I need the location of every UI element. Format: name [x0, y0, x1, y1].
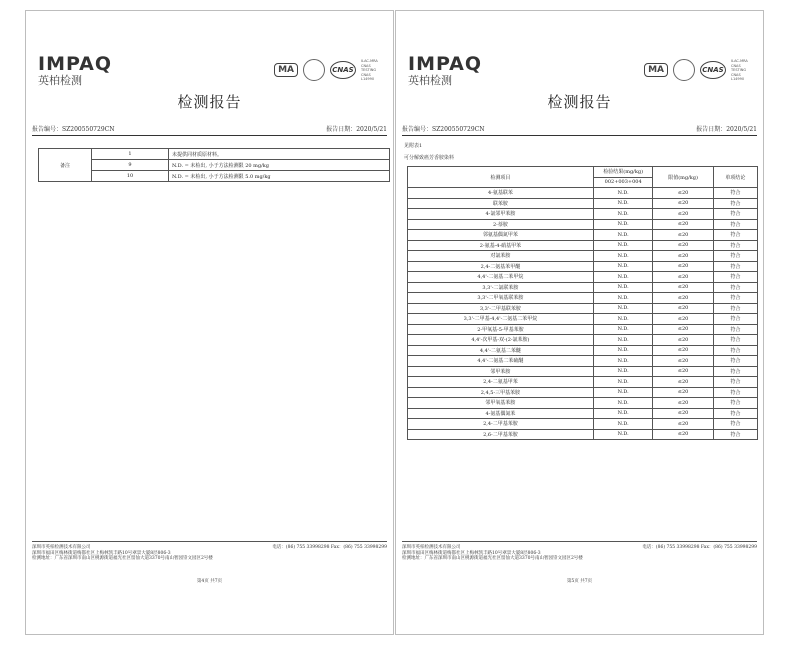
cell-item: 3,3'-二甲氧基联苯胺	[408, 293, 594, 304]
table-row	[408, 293, 758, 304]
cma-icon: MA	[274, 63, 298, 77]
results-body	[408, 188, 758, 440]
accreditation-text: ILAC-MRA CNAS TESTING CNAS L14990	[361, 59, 378, 81]
cell-limit: ≤20	[653, 314, 713, 325]
cell-result: N.D.	[593, 251, 653, 262]
cell-limit: ≤20	[653, 261, 713, 272]
certification-marks	[274, 59, 383, 82]
header-result: 检验结果(mg/kg)	[593, 167, 653, 178]
cell-result: N.D.	[593, 282, 653, 293]
footer-company: 深圳市英柏检测技术有限公司	[402, 545, 461, 550]
cell-conclusion: 符合	[713, 272, 757, 283]
cell-limit: ≤20	[653, 345, 713, 356]
table-row	[408, 251, 758, 262]
cell-item: 4-氨基联苯	[408, 188, 594, 199]
report-title: 检测报告	[547, 93, 612, 111]
table-row	[408, 345, 758, 356]
cell-result: N.D.	[593, 387, 653, 398]
cell-conclusion: 符合	[713, 240, 757, 251]
impaq-logo	[408, 55, 482, 87]
report-meta	[32, 124, 387, 136]
cell-result: N.D.	[593, 408, 653, 419]
table-row	[408, 429, 758, 440]
table-row	[408, 377, 758, 388]
cell-item: 对氯苯胺	[408, 251, 594, 262]
table-row	[408, 419, 758, 430]
cell-item: 2,4-二氨基甲苯	[408, 377, 594, 388]
table-row	[39, 149, 390, 160]
cell-item: 2,6-二甲基苯胺	[408, 429, 594, 440]
cell-result: N.D.	[593, 429, 653, 440]
table-row	[408, 387, 758, 398]
cell-conclusion: 符合	[713, 429, 757, 440]
cell-limit: ≤20	[653, 387, 713, 398]
cell-limit: ≤20	[653, 188, 713, 199]
logo-text-cn: 英柏检测	[38, 74, 82, 87]
cell-conclusion: 符合	[713, 198, 757, 209]
cell-conclusion: 符合	[713, 398, 757, 409]
certification-marks	[644, 59, 753, 82]
cell-result: N.D.	[593, 219, 653, 230]
table-row	[408, 240, 758, 251]
footer-contact: 电话：(86) 755 33998298 Fax：(86) 755 33998299	[272, 545, 387, 550]
table-row	[408, 314, 758, 325]
cnas-icon: CNAS	[330, 61, 356, 79]
table-row	[408, 303, 758, 314]
table-row	[408, 261, 758, 272]
cell-limit: ≤20	[653, 251, 713, 262]
header-item: 检测项目	[408, 167, 594, 188]
results-table	[407, 166, 758, 440]
cell-limit: ≤20	[653, 419, 713, 430]
ilac-mra-icon	[673, 59, 695, 81]
logo-text-en: IMPAQ	[408, 53, 483, 75]
table-row	[408, 198, 758, 209]
cell-conclusion: 符合	[713, 345, 757, 356]
cell-limit: ≤20	[653, 335, 713, 346]
cell-result: N.D.	[593, 303, 653, 314]
cell-limit: ≤20	[653, 219, 713, 230]
table-row	[408, 219, 758, 230]
remark-text: N.D. = 未检出, 小于方法检测限 20 mg/kg	[169, 160, 390, 171]
cell-conclusion: 符合	[713, 230, 757, 241]
cell-conclusion: 符合	[713, 419, 757, 430]
cell-limit: ≤20	[653, 303, 713, 314]
cell-item: 4-氯邻甲苯胺	[408, 209, 594, 220]
cell-limit: ≤20	[653, 209, 713, 220]
cell-limit: ≤20	[653, 282, 713, 293]
cell-result: N.D.	[593, 356, 653, 367]
cell-item: 2,4-二甲基苯胺	[408, 419, 594, 430]
table-header-row	[408, 167, 758, 178]
footer-contact: 电话：(86) 755 33998298 Fax：(86) 755 33998299	[642, 545, 757, 550]
header-conclusion: 单项结论	[713, 167, 757, 188]
cell-result: N.D.	[593, 272, 653, 283]
cell-conclusion: 符合	[713, 335, 757, 346]
table-row	[408, 324, 758, 335]
table-row	[39, 171, 390, 182]
report-date: 报告日期：2020/5/21	[326, 126, 387, 133]
cell-limit: ≤20	[653, 198, 713, 209]
cell-item: 4,4'-二氨基二苯醚	[408, 345, 594, 356]
table-row	[408, 209, 758, 220]
page-footer	[402, 541, 757, 562]
cell-conclusion: 符合	[713, 303, 757, 314]
table-row	[408, 366, 758, 377]
report-meta	[402, 124, 757, 136]
remark-text: 未提供同材质原材料。	[169, 149, 390, 160]
cell-conclusion: 符合	[713, 324, 757, 335]
remark-number: 1	[92, 149, 169, 160]
cell-conclusion: 符合	[713, 219, 757, 230]
cell-item: 4,4'-二氨基二苯硫醚	[408, 356, 594, 367]
cell-result: N.D.	[593, 261, 653, 272]
impaq-logo	[38, 55, 112, 87]
table-row	[408, 335, 758, 346]
cell-conclusion: 符合	[713, 293, 757, 304]
cell-limit: ≤20	[653, 230, 713, 241]
remark-number: 9	[92, 160, 169, 171]
report-page-2	[395, 10, 764, 635]
cell-item: 4,4'-次甲基-双-(2-氯苯胺)	[408, 335, 594, 346]
cell-result: N.D.	[593, 377, 653, 388]
cell-item: 邻甲苯胺	[408, 366, 594, 377]
header-limit: 限值(mg/kg)	[653, 167, 713, 188]
table-row	[408, 230, 758, 241]
cell-limit: ≤20	[653, 272, 713, 283]
cell-limit: ≤20	[653, 429, 713, 440]
table-row	[408, 356, 758, 367]
cell-item: 2-甲氧基-5-甲基苯胺	[408, 324, 594, 335]
cell-conclusion: 符合	[713, 209, 757, 220]
test-category: 可分解致癌芳香胺染料	[404, 155, 455, 161]
cell-item: 邻氨基偶氮甲苯	[408, 230, 594, 241]
logo-text-cn: 英柏检测	[408, 74, 452, 87]
cell-limit: ≤20	[653, 324, 713, 335]
footer-company: 深圳市英柏检测技术有限公司	[32, 545, 91, 550]
cell-conclusion: 符合	[713, 261, 757, 272]
cell-conclusion: 符合	[713, 366, 757, 377]
table-row	[39, 160, 390, 171]
report-number: 报告编号：SZ200550729CN	[402, 126, 485, 133]
cell-limit: ≤20	[653, 398, 713, 409]
cell-item: 联苯胺	[408, 198, 594, 209]
cell-item: 2-氨基-4-硝基甲苯	[408, 240, 594, 251]
table-row	[408, 282, 758, 293]
cell-conclusion: 符合	[713, 387, 757, 398]
remark-number: 10	[92, 171, 169, 182]
cell-item: 3,3'-二甲基联苯胺	[408, 303, 594, 314]
cell-conclusion: 符合	[713, 188, 757, 199]
cell-result: N.D.	[593, 188, 653, 199]
cma-icon: MA	[644, 63, 668, 77]
cell-result: N.D.	[593, 345, 653, 356]
table-row	[408, 408, 758, 419]
cell-result: N.D.	[593, 230, 653, 241]
cell-result: N.D.	[593, 198, 653, 209]
cell-conclusion: 符合	[713, 377, 757, 388]
cell-result: N.D.	[593, 324, 653, 335]
cell-result: N.D.	[593, 335, 653, 346]
cell-limit: ≤20	[653, 356, 713, 367]
cell-result: N.D.	[593, 366, 653, 377]
cell-conclusion: 符合	[713, 356, 757, 367]
cell-result: N.D.	[593, 398, 653, 409]
cell-conclusion: 符合	[713, 282, 757, 293]
footer-lab: 检测地址：广东省深圳市南山区桃源街道福光社区留仙大道3370号南山智园崇文园区2号楼	[402, 556, 583, 562]
cell-conclusion: 符合	[713, 408, 757, 419]
cell-limit: ≤20	[653, 377, 713, 388]
header-sample-id: 002+003+004	[593, 177, 653, 188]
page-number: 第4页 共7页	[196, 579, 223, 584]
cell-result: N.D.	[593, 240, 653, 251]
table-row	[408, 272, 758, 283]
remarks-label: 备注	[39, 149, 92, 182]
footer-address: 深圳市福田区梅林街道梅都社区上梅林凯丰路10号翠景大厦8层806-3	[32, 550, 171, 556]
cell-conclusion: 符合	[713, 314, 757, 325]
cell-limit: ≤20	[653, 408, 713, 419]
cell-conclusion: 符合	[713, 251, 757, 262]
remark-text: N.D. = 未检出, 小于方法检测限 5.0 mg/kg	[169, 171, 390, 182]
attachment-note: 见附表1	[404, 143, 423, 149]
cell-item: 3,3'-二氯联苯胺	[408, 282, 594, 293]
remarks-table	[38, 148, 390, 182]
cell-result: N.D.	[593, 293, 653, 304]
report-date: 报告日期：2020/5/21	[696, 126, 757, 133]
accreditation-text: ILAC-MRA CNAS TESTING CNAS L14990	[731, 59, 748, 81]
cell-result: N.D.	[593, 314, 653, 325]
report-title: 检测报告	[177, 93, 242, 111]
cell-limit: ≤20	[653, 293, 713, 304]
footer-lab: 检测地址：广东省深圳市南山区桃源街道福光社区留仙大道3370号南山智园崇文园区2号楼	[32, 556, 213, 562]
table-row	[408, 188, 758, 199]
logo-text-en: IMPAQ	[38, 53, 113, 75]
cnas-icon: CNAS	[700, 61, 726, 79]
cell-item: 4,4'-二氨基二苯甲烷	[408, 272, 594, 283]
table-row	[408, 398, 758, 409]
cell-result: N.D.	[593, 419, 653, 430]
cell-item: 2-萘胺	[408, 219, 594, 230]
cell-item: 邻甲氧基苯胺	[408, 398, 594, 409]
cell-item: 2,4,5-三甲基苯胺	[408, 387, 594, 398]
ilac-mra-icon	[303, 59, 325, 81]
report-number: 报告编号：SZ200550729CN	[32, 126, 115, 133]
page-footer	[32, 541, 387, 562]
cell-item: 3,3'-二甲基-4,4'-二氨基二苯甲烷	[408, 314, 594, 325]
report-page-1	[25, 10, 394, 635]
page-number: 第5页 共7页	[566, 579, 593, 584]
cell-limit: ≤20	[653, 240, 713, 251]
cell-item: 2,4-二氨基苯甲醚	[408, 261, 594, 272]
cell-result: N.D.	[593, 209, 653, 220]
footer-address: 深圳市福田区梅林街道梅都社区上梅林凯丰路10号翠景大厦8层806-3	[402, 550, 541, 556]
cell-item: 4-氨基偶氮苯	[408, 408, 594, 419]
cell-limit: ≤20	[653, 366, 713, 377]
